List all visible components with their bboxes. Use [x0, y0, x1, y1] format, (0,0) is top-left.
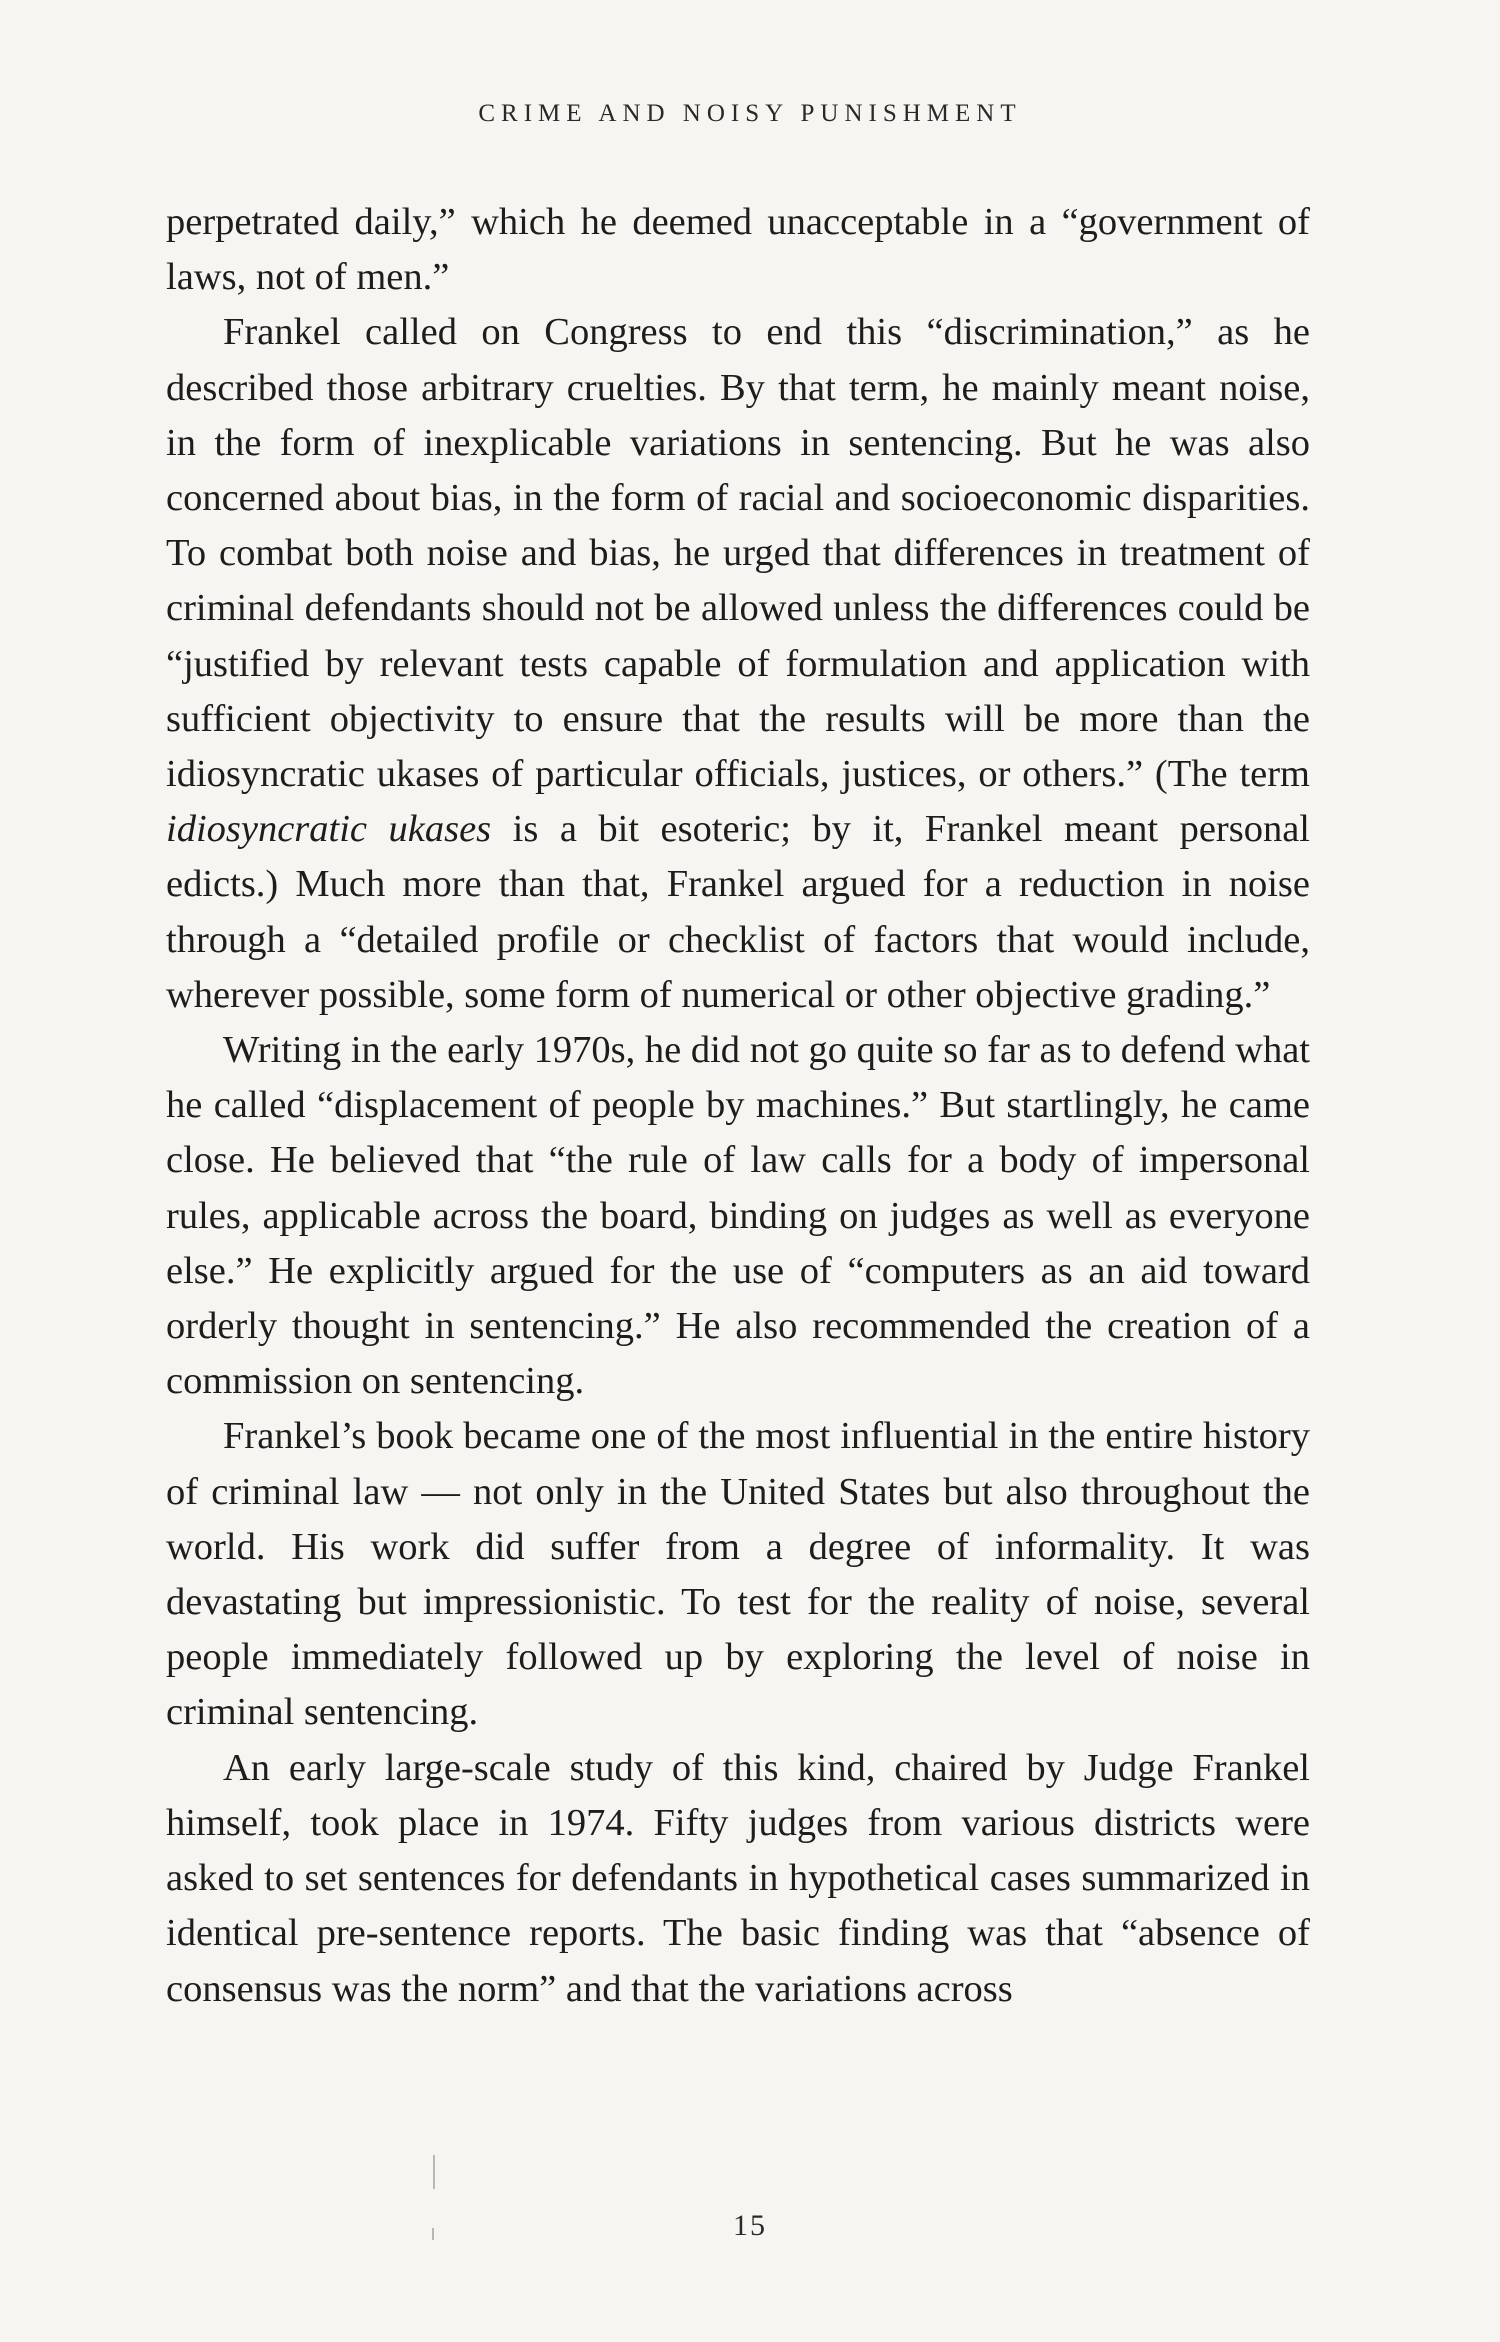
paragraph-1: [166, 195, 1310, 305]
paragraph-1-text: perpetrated daily,” which he deemed unacceptable in a “government of laws, not of men.”: [166, 201, 1310, 299]
running-head: CRIME AND NOISY PUNISHMENT: [478, 100, 1022, 127]
scan-speck: [433, 2155, 435, 2189]
paragraph-2: [166, 305, 1310, 1023]
body-text: [166, 195, 1310, 2017]
paragraph-2-text: Frankel called on Congress to end this “discrimination,” as he described those arbitrary cruelties. By that term, he mainly meant noise, in the form of inexplicable variations in sentencing. But he was also concerned about bias, in the form of racial and socioeconomic disparities. To combat both noise and bias, he urged that differences in treatment of criminal defendants should not be allowed unless the differences could be “justified by relevant tests capable of formulation and application with sufficient objectivity to ensure that the results will be more than the idiosyncratic ukases of particular officials, justices, or others.” (The term: [166, 311, 1310, 796]
paragraph-3-text: Writing in the early 1970s, he did not go quite so far as to defend what he called “displacement of people by machines.” But startlingly, he came close. He believed that “the rule of law calls for a body of impersonal rules, applicable across the board, binding on judges as well as everyone else.” He explicitly argued for the use of “computers as an aid toward orderly thought in sentencing.” He also recommended the creation of a commission on sentencing.: [166, 1029, 1310, 1403]
paragraph-5-text: An early large-scale study of this kind, chaired by Judge Frankel himself, took place in 1974. Fifty judges from various districts were asked to set sentences for defendants in hypothetical cases summarized in identical pre-sentence reports. The basic finding was that “absence of consensus was the norm” and that the variations across: [166, 1746, 1310, 2010]
paragraph-5: [166, 1741, 1310, 2017]
paragraph-4: [166, 1409, 1310, 1740]
page-number: 15: [733, 2209, 767, 2242]
paragraph-4-text: Frankel’s book became one of the most influential in the entire history of criminal law — not only in the United States but also throughout the world. His work did suffer from a degree of informality. It was devastating but impressionistic. To test for the reality of noise, several people immediately followed up by exploring the level of noise in criminal sentencing.: [166, 1415, 1310, 1734]
paragraph-3: [166, 1023, 1310, 1409]
paragraph-2-text-after: is a bit esoteric; by it, Frankel meant personal edicts.) Much more than that, Frankel argued for a reduction in noise through a “detailed profile or checklist of factors that would include, wherever possible, some form of numerical or other objective grading.”: [166, 808, 1310, 1016]
paragraph-2-italic: idiosyncratic ukases: [166, 808, 492, 851]
